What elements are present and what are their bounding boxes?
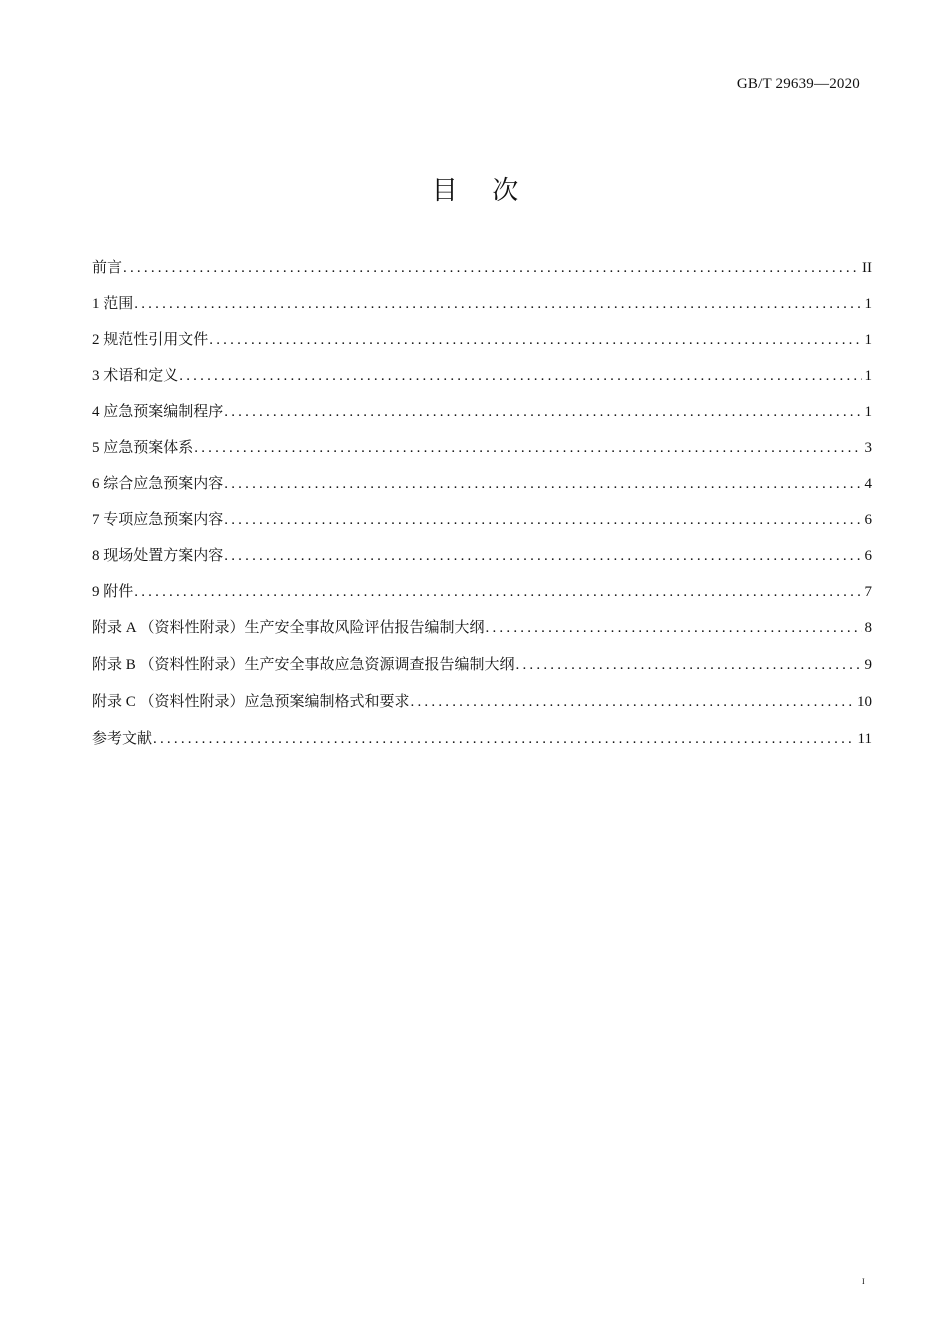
toc-entry-page: 10: [857, 694, 872, 710]
toc-dot-leader: [153, 731, 855, 748]
toc-dot-leader: [209, 332, 861, 349]
toc-dot-leader: [179, 368, 861, 385]
toc-entry-normative-references[interactable]: [92, 328, 872, 364]
toc-entry-page: 6: [864, 512, 872, 528]
toc-dot-leader: [134, 296, 861, 313]
toc-entry-label: 6 综合应急预案内容: [92, 476, 224, 492]
toc-entry-label: 7 专项应急预案内容: [92, 512, 224, 528]
toc-entry-label: 参考文献: [92, 731, 153, 747]
toc-dot-leader: [516, 657, 862, 674]
toc-entry-label: 4 应急预案编制程序: [92, 404, 224, 420]
toc-entry-onsite-plan[interactable]: [92, 544, 872, 580]
toc-entry-special-plan[interactable]: [92, 508, 872, 544]
toc-entry-page: 8: [864, 620, 872, 636]
toc-dot-leader: [224, 476, 861, 493]
toc-entry-appendix-a[interactable]: [92, 616, 872, 653]
toc-entry-appendix-c[interactable]: [92, 690, 872, 727]
toc-entry-label: 5 应急预案体系: [92, 440, 194, 456]
toc-entry-bibliography[interactable]: [92, 727, 872, 764]
toc-entry-label: 9 附件: [92, 584, 134, 600]
toc-dot-leader: [224, 404, 861, 421]
toc-dot-leader: [224, 512, 861, 529]
toc-entry-page: II: [862, 260, 872, 276]
toc-dot-leader: [123, 260, 859, 277]
toc-entry-appendix-b[interactable]: [92, 653, 872, 690]
toc-entry-foreword[interactable]: [92, 256, 872, 292]
toc-entry-label: 附录 A （资料性附录）生产安全事故风险评估报告编制大纲: [92, 620, 485, 636]
toc-entry-attachments[interactable]: [92, 580, 872, 616]
toc-entry-label: 3 术语和定义: [92, 368, 179, 384]
toc-entry-plan-procedure[interactable]: [92, 400, 872, 436]
toc-entry-label: 2 规范性引用文件: [92, 332, 209, 348]
toc-entry-page: 1: [864, 332, 872, 348]
page-number: I: [862, 1277, 865, 1286]
toc-entry-label: 1 范围: [92, 296, 134, 312]
toc-dot-leader: [134, 584, 861, 601]
toc-entry-page: 6: [864, 548, 872, 564]
toc-entry-label: 附录 C （资料性附录）应急预案编制格式和要求: [92, 694, 410, 710]
toc-entry-page: 4: [864, 476, 872, 492]
toc-entry-page: 3: [864, 440, 872, 456]
toc-dot-leader: [411, 694, 854, 711]
page-title: 目 次: [431, 176, 533, 205]
toc-entry-page: 11: [857, 731, 872, 747]
toc-entry-scope[interactable]: [92, 292, 872, 328]
toc-entry-label: 前言: [92, 260, 123, 276]
toc-entry-plan-system[interactable]: [92, 436, 872, 472]
toc-entry-page: 1: [864, 404, 872, 420]
toc-dot-leader: [224, 548, 861, 565]
toc-entry-label: 8 现场处置方案内容: [92, 548, 224, 564]
toc-entry-terms-definitions[interactable]: [92, 364, 872, 400]
toc-dot-leader: [194, 440, 861, 457]
toc-entry-label: 附录 B （资料性附录）生产安全事故应急资源调查报告编制大纲: [92, 657, 515, 673]
toc-entry-page: 7: [864, 584, 872, 600]
toc-entry-page: 1: [864, 368, 872, 384]
toc-entry-page: 9: [864, 657, 872, 673]
toc-entry-comprehensive-plan[interactable]: [92, 472, 872, 508]
standard-code: GB/T 29639—2020: [736, 76, 860, 92]
toc-dot-leader: [486, 620, 862, 637]
toc-entry-page: 1: [864, 296, 872, 312]
table-of-contents: [92, 256, 872, 764]
